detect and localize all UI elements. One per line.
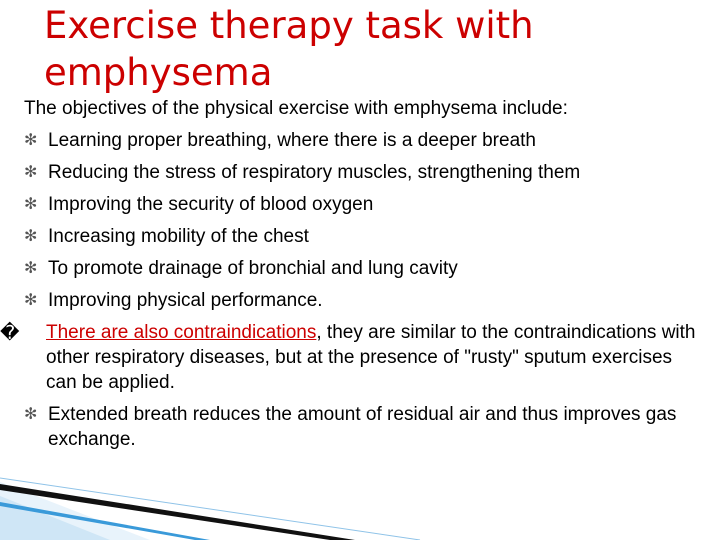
slide-title: Exercise therapy task with emphysema	[44, 4, 534, 94]
asterisk-bullet-icon: ✻	[24, 196, 38, 213]
list-item: ✻ Improving the security of blood oxygen	[24, 194, 374, 215]
asterisk-bullet-icon: ✻	[24, 228, 38, 245]
list-item: ✻ Increasing mobility of the chest	[24, 226, 309, 247]
intro-text: The objectives of the physical exercise with emphysema include:	[24, 98, 568, 119]
missing-glyph-bullet-icon: �	[0, 323, 20, 344]
contraindications-item	[0, 320, 704, 395]
asterisk-bullet-icon: ✻	[24, 132, 38, 149]
list-item: ✻ Extended breath reduces the amount of residual air and thus improves gas exchange.	[24, 404, 677, 450]
asterisk-bullet-icon: ✻	[24, 164, 38, 181]
asterisk-bullet-icon: ✻	[24, 260, 38, 277]
asterisk-bullet-icon: ✻	[24, 292, 38, 309]
contraindications-highlight: There are also contraindications	[46, 322, 317, 343]
list-item: ✻ Improving physical performance.	[24, 290, 323, 311]
list-item: ✻ Reducing the stress of respiratory muscles, strengthening them	[24, 162, 581, 183]
list-item: ✻ To promote drainage of bronchial and lung cavity	[24, 258, 458, 279]
list-item: ✻ Learning proper breathing, where there is a deeper breath	[24, 130, 536, 151]
contraindications-text: , they are similar to the contraindications with other respiratory diseases, but at the presence of "rusty" sputum exercises can be applied.	[46, 322, 696, 393]
objectives-list	[0, 128, 704, 452]
slide-body	[0, 96, 704, 452]
corner-decoration	[0, 450, 720, 540]
asterisk-bullet-icon: ✻	[24, 406, 38, 423]
